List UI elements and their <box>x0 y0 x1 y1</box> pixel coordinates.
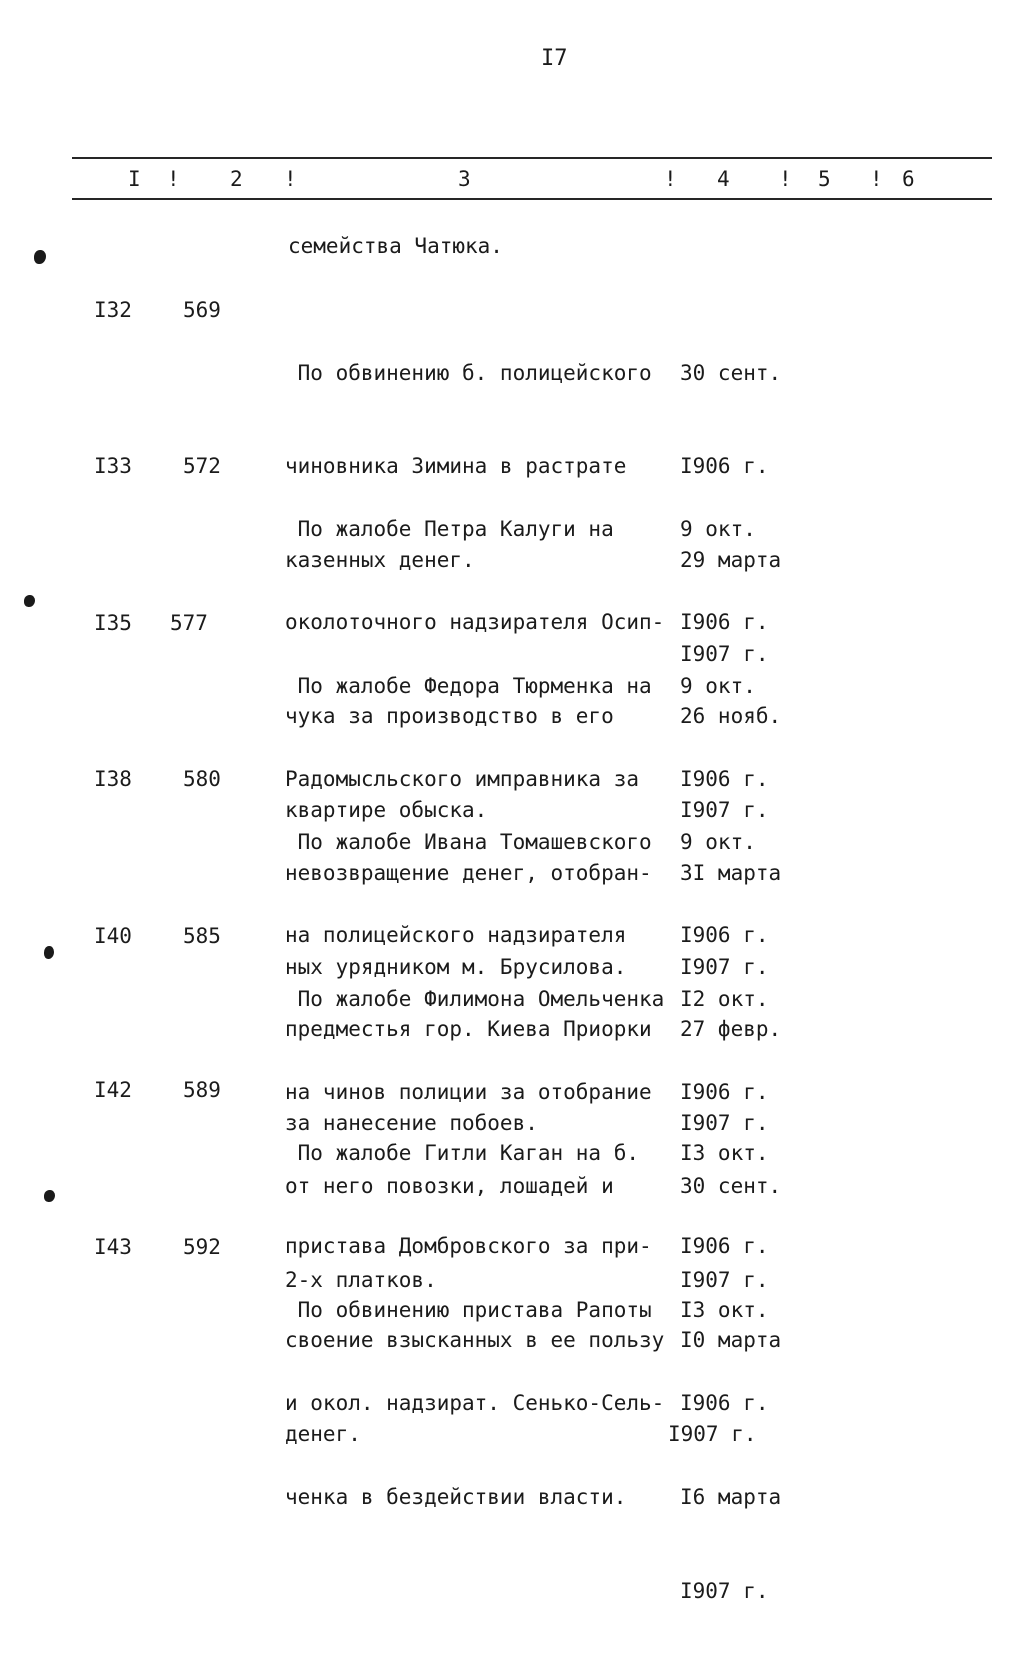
date-line: I907 г. <box>680 798 769 823</box>
date-line: 3I марта <box>680 861 782 886</box>
case-number: 580 <box>183 767 221 791</box>
date-line: I2 окт. <box>680 986 769 1011</box>
date-line: 30 сент. <box>680 360 782 385</box>
date-line: I906 г. <box>680 454 769 479</box>
date-line: I906 г. <box>680 1391 769 1416</box>
description-line: своение взысканных в ее пользу <box>285 1328 665 1353</box>
description-line: невозвращение денег, отобран- <box>285 861 652 886</box>
punch-hole-mark <box>44 1190 55 1202</box>
description-line: По жалобе Гитли Каган на б. <box>285 1140 640 1165</box>
date-line: I907 г. <box>680 642 769 667</box>
description-line: По жалобе Федора Тюрменка на <box>285 673 652 698</box>
punch-hole-mark <box>24 595 35 607</box>
description-line: от него повозки, лошадей и <box>285 1174 614 1199</box>
case-number: 569 <box>183 298 221 322</box>
item-number: I32 <box>94 298 132 322</box>
case-number: 592 <box>183 1235 221 1259</box>
description-line: По жалобе Ивана Томашевского <box>285 829 652 854</box>
date-line: 9 окт. <box>680 673 756 698</box>
header-col-4: 4 <box>717 167 730 191</box>
date-line: I3 окт. <box>680 1140 769 1165</box>
date-line: 27 февр. <box>680 1017 782 1042</box>
date-line: I906 г. <box>680 1234 769 1259</box>
description-line: казенных денег. <box>285 548 475 573</box>
description-line: пристава Домбровского за при- <box>285 1234 652 1259</box>
date-line: I906 г. <box>680 610 769 635</box>
header-col-5: 5 <box>818 167 831 191</box>
item-number: I38 <box>94 767 132 791</box>
description-line: 2-х платков. <box>285 1268 437 1293</box>
date-line: I907 г. <box>680 1111 769 1136</box>
item-number: I43 <box>94 1235 132 1259</box>
description-line: ных урядником м. Брусилова. <box>285 955 627 980</box>
header-separator: ! <box>167 167 180 191</box>
date-line: I907 г. <box>680 1579 769 1604</box>
case-dates <box>680 1232 781 1670</box>
item-number: I33 <box>94 454 132 478</box>
header-bottom-rule <box>72 198 992 200</box>
date-line: I6 марта <box>680 1485 782 1510</box>
header-separator: ! <box>284 167 297 191</box>
description-line: околоточного надзирателя Осип- <box>285 610 665 635</box>
description-line: чиновника Зимина в растрате <box>285 454 627 479</box>
description-line: предместья гор. Киева Приорки <box>285 1017 652 1042</box>
description-line: ченка в бездействии власти. <box>285 1485 627 1510</box>
case-number: 589 <box>183 1078 221 1102</box>
date-line: 26 нояб. <box>680 704 782 729</box>
description-line: По обвинению б. полицейского <box>285 360 652 385</box>
date-line: 9 окт. <box>680 516 756 541</box>
date-line: I906 г. <box>680 767 769 792</box>
description-line: квартире обыска. <box>285 798 488 823</box>
case-number: 585 <box>183 924 221 948</box>
date-line: 30 сент. <box>680 1174 782 1199</box>
header-col-2: 2 <box>230 167 243 191</box>
header-top-rule <box>72 157 992 159</box>
description-line: денег. <box>285 1422 361 1447</box>
header-col-6: 6 <box>902 167 915 191</box>
description-line: По жалобе Филимона Омельченка <box>285 986 665 1011</box>
page-number: I7 <box>541 46 568 71</box>
date-line: I907 г. <box>680 1268 769 1293</box>
description-line: Радомысльского имправника за <box>285 767 640 792</box>
date-line: I907 г. <box>668 1422 757 1447</box>
header-separator: ! <box>779 167 792 191</box>
description-line: чука за производство в его <box>285 704 614 729</box>
case-number: 577 <box>170 611 208 635</box>
item-number: I42 <box>94 1078 132 1102</box>
header-separator: ! <box>664 167 677 191</box>
header-separator: ! <box>870 167 883 191</box>
description-line: По жалобе Петра Калуги на <box>285 516 614 541</box>
header-col-1: I <box>128 167 141 191</box>
description-line: По обвинению пристава Рапоты <box>285 1297 652 1322</box>
case-number: 572 <box>183 454 221 478</box>
date-line: 9 окт. <box>680 829 756 854</box>
header-col-3: 3 <box>458 167 471 191</box>
date-line: I907 г. <box>680 955 769 980</box>
date-line: I906 г. <box>680 923 769 948</box>
continuation-line: семейства Чатюка. <box>288 234 503 258</box>
item-number: I35 <box>94 611 132 635</box>
item-number: I40 <box>94 924 132 948</box>
date-line: I3 окт. <box>680 1297 769 1322</box>
description-line: на полицейского надзирателя <box>285 923 627 948</box>
date-line: 29 марта <box>680 548 782 573</box>
description-line: на чинов полиции за отобрание <box>285 1080 652 1105</box>
date-line: I0 марта <box>680 1328 782 1353</box>
punch-hole-mark <box>34 250 46 264</box>
description-line: за нанесение побоев. <box>285 1111 538 1136</box>
description-line: и окол. надзират. Сенько-Сель- <box>285 1391 665 1416</box>
punch-hole-mark <box>44 946 54 959</box>
date-line: I906 г. <box>680 1080 769 1105</box>
case-description <box>285 1232 664 1576</box>
